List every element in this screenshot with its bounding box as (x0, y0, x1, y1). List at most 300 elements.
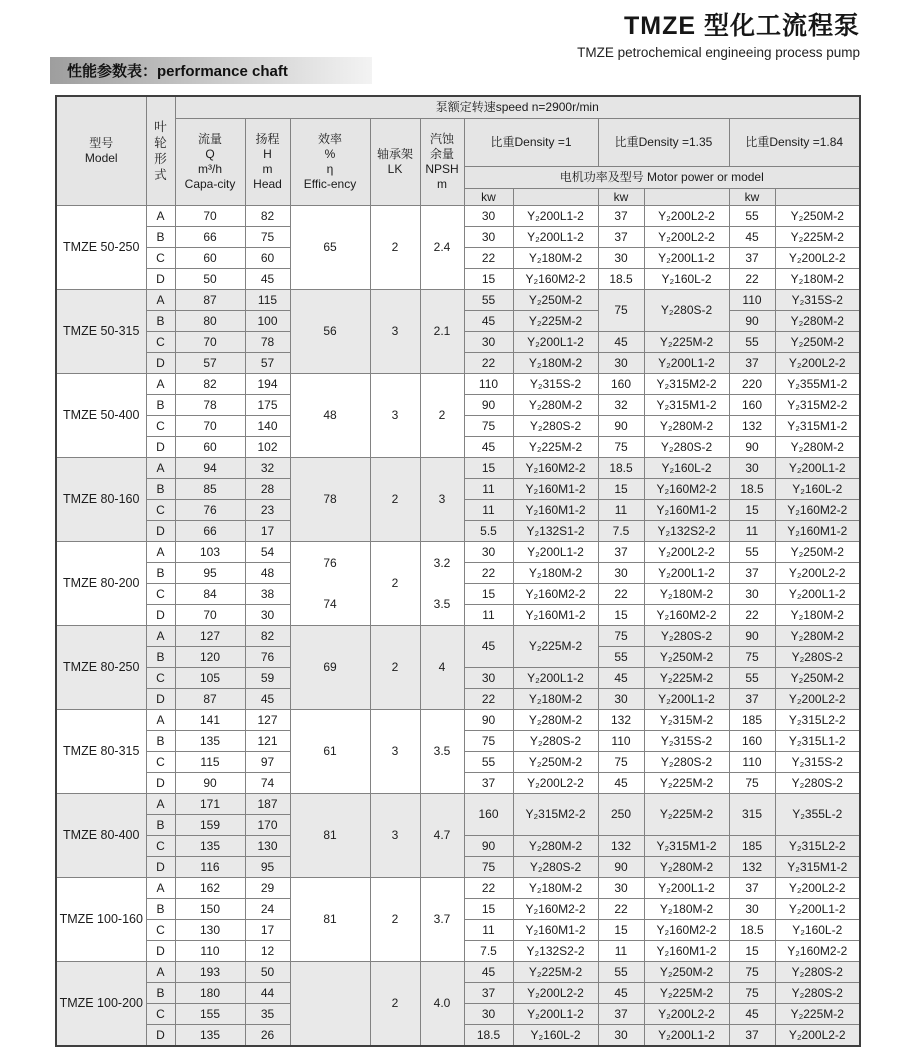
cell-capacity: 78 (175, 395, 245, 416)
cell-capacity: 95 (175, 563, 245, 584)
cell-motor-kw-1: 75 (464, 416, 513, 437)
cell-motor-model-2: Y₂225M-2 (644, 794, 729, 836)
cell-impeller-type: B (146, 395, 175, 416)
cell-motor-model-3: Y₂225M-2 (775, 1004, 860, 1025)
cell-motor-model-3: Y₂280M-2 (775, 626, 860, 647)
cell-head: 30 (245, 605, 290, 626)
header-efficiency-cn: 效率 (317, 132, 342, 146)
cell-motor-kw-2: 75 (598, 626, 644, 647)
cell-motor-kw-3: 37 (729, 878, 775, 899)
cell-motor-kw-3: 37 (729, 353, 775, 374)
cell-motor-kw-3: 45 (729, 227, 775, 248)
cell-npsh: 4 (420, 626, 464, 710)
cell-motor-kw-2: 30 (598, 1025, 644, 1047)
cell-impeller-type: A (146, 878, 175, 899)
cell-head: 29 (245, 878, 290, 899)
cell-motor-model-3: Y₂250M-2 (775, 542, 860, 563)
cell-impeller-type: D (146, 353, 175, 374)
cell-impeller-type: C (146, 248, 175, 269)
cell-motor-kw-3: 110 (729, 752, 775, 773)
cell-motor-model-3: Y₂200L2-2 (775, 878, 860, 899)
cell-motor-model-3: Y₂160L-2 (775, 479, 860, 500)
cell-motor-kw-2: 37 (598, 227, 644, 248)
cell-motor-kw-2: 55 (598, 647, 644, 668)
cell-efficiency (290, 962, 370, 1047)
cell-motor-model-1: Y₂160M1-2 (513, 500, 598, 521)
cell-efficiency: 61 (290, 710, 370, 794)
cell-motor-kw-3: 132 (729, 416, 775, 437)
cell-capacity: 115 (175, 752, 245, 773)
cell-motor-model-3: Y₂200L1-2 (775, 899, 860, 920)
cell-motor-model-1: Y₂160M1-2 (513, 479, 598, 500)
cell-impeller-type: C (146, 752, 175, 773)
cell-motor-kw-1: 30 (464, 542, 513, 563)
cell-motor-kw-3: 185 (729, 836, 775, 857)
cell-motor-kw-2: 30 (598, 248, 644, 269)
cell-motor-model-1: Y₂200L1-2 (513, 332, 598, 353)
cell-head: 127 (245, 710, 290, 731)
cell-motor-model-2: Y₂160M1-2 (644, 941, 729, 962)
cell-motor-kw-2: 45 (598, 668, 644, 689)
page-subtitle: TMZE petrochemical engineeing process pump (577, 45, 860, 60)
cell-capacity: 70 (175, 332, 245, 353)
cell-impeller-type: A (146, 458, 175, 479)
cell-motor-model-1: Y₂315M2-2 (513, 794, 598, 836)
cell-head: 45 (245, 269, 290, 290)
cell-motor-kw-3: 315 (729, 794, 775, 836)
cell-motor-kw-3: 75 (729, 647, 775, 668)
cell-motor-model-2: Y₂160L-2 (644, 269, 729, 290)
cell-bearing-bracket: 2 (370, 626, 420, 710)
cell-motor-model-2: Y₂315M-2 (644, 710, 729, 731)
cell-motor-kw-1: 110 (464, 374, 513, 395)
header-efficiency-unit: % (324, 147, 336, 161)
header-head-cn: 扬程 (255, 132, 280, 146)
cell-motor-model-3: Y₂315M2-2 (775, 395, 860, 416)
cell-model-name: TMZE 80-200 (56, 542, 146, 626)
cell-npsh: 2 (420, 374, 464, 458)
header-density-135: 比重Density =1.35 (598, 119, 729, 167)
cell-motor-model-2: Y₂200L2-2 (644, 227, 729, 248)
cell-motor-kw-3: 18.5 (729, 920, 775, 941)
header-capacity (175, 119, 245, 206)
cell-model-name: TMZE 50-315 (56, 290, 146, 374)
header-efficiency-en: Effic-ency (303, 177, 357, 191)
cell-motor-model-3: Y₂200L2-2 (775, 563, 860, 584)
cell-impeller-type: D (146, 437, 175, 458)
cell-capacity: 135 (175, 1025, 245, 1047)
cell-motor-model-3: Y₂200L2-2 (775, 1025, 860, 1047)
cell-motor-model-3: Y₂280M-2 (775, 437, 860, 458)
header-head-unit: m (262, 162, 273, 176)
cell-npsh: 3 (420, 458, 464, 542)
cell-head: 100 (245, 311, 290, 332)
header-kw-3: kw (729, 189, 775, 206)
cell-efficiency (290, 542, 370, 626)
cell-motor-model-1: Y₂280M-2 (513, 710, 598, 731)
cell-motor-kw-2: 55 (598, 962, 644, 983)
cell-head: 24 (245, 899, 290, 920)
cell-motor-model-3: Y₂200L2-2 (775, 689, 860, 710)
cell-motor-model-1: Y₂225M-2 (513, 311, 598, 332)
header-kw-2: kw (598, 189, 644, 206)
cell-impeller-type: D (146, 773, 175, 794)
cell-motor-kw-2: 160 (598, 374, 644, 395)
cell-motor-kw-2: 15 (598, 605, 644, 626)
cell-capacity: 155 (175, 1004, 245, 1025)
cell-efficiency: 78 (290, 458, 370, 542)
cell-head: 50 (245, 962, 290, 983)
cell-motor-model-3: Y₂355M1-2 (775, 374, 860, 395)
table-row (56, 206, 860, 227)
cell-motor-kw-2: 30 (598, 689, 644, 710)
cell-npsh: 4.0 (420, 962, 464, 1047)
cell-motor-model-2: Y₂315M1-2 (644, 836, 729, 857)
header-efficiency-symbol: η (326, 162, 334, 176)
cell-motor-model-2: Y₂225M-2 (644, 983, 729, 1004)
cell-bearing-bracket: 3 (370, 710, 420, 794)
cell-motor-model-1: Y₂225M-2 (513, 626, 598, 668)
cell-head: 28 (245, 479, 290, 500)
cell-motor-kw-3: 15 (729, 500, 775, 521)
cell-motor-kw-2: 250 (598, 794, 644, 836)
cell-motor-kw-2: 75 (598, 437, 644, 458)
cell-motor-kw-3: 22 (729, 269, 775, 290)
cell-head: 187 (245, 794, 290, 815)
cell-motor-kw-1: 7.5 (464, 941, 513, 962)
cell-motor-model-3: Y₂200L2-2 (775, 353, 860, 374)
cell-impeller-type: C (146, 584, 175, 605)
cell-motor-model-1: Y₂280S-2 (513, 731, 598, 752)
cell-impeller-type: B (146, 899, 175, 920)
header-head (245, 119, 290, 206)
cell-motor-model-3: Y₂280M-2 (775, 311, 860, 332)
cell-head: 44 (245, 983, 290, 1004)
cell-capacity: 171 (175, 794, 245, 815)
cell-head: 82 (245, 626, 290, 647)
cell-motor-kw-3: 75 (729, 962, 775, 983)
cell-head: 194 (245, 374, 290, 395)
cell-motor-model-2: Y₂180M-2 (644, 584, 729, 605)
cell-motor-kw-1: 22 (464, 878, 513, 899)
cell-capacity: 80 (175, 311, 245, 332)
cell-capacity: 127 (175, 626, 245, 647)
cell-model-name: TMZE 80-250 (56, 626, 146, 710)
table-row (56, 878, 860, 899)
cell-impeller-type: A (146, 542, 175, 563)
cell-motor-model-2: Y₂200L1-2 (644, 689, 729, 710)
cell-impeller-type: D (146, 689, 175, 710)
cell-impeller-type: A (146, 962, 175, 983)
cell-head: 75 (245, 227, 290, 248)
header-capacity-en: Capa-city (184, 177, 236, 191)
cell-motor-model-2: Y₂280S-2 (644, 437, 729, 458)
header-npsh-cn2: 余量 (429, 147, 454, 161)
table-row (56, 626, 860, 647)
cell-capacity: 180 (175, 983, 245, 1004)
cell-motor-kw-1: 45 (464, 437, 513, 458)
cell-efficiency-value: 76 (323, 555, 337, 570)
cell-motor-kw-1: 15 (464, 584, 513, 605)
cell-motor-kw-3: 22 (729, 605, 775, 626)
cell-motor-kw-2: 132 (598, 710, 644, 731)
header-motor-model-1 (513, 189, 598, 206)
page-header (577, 6, 860, 60)
cell-motor-kw-1: 30 (464, 332, 513, 353)
cell-head: 170 (245, 815, 290, 836)
cell-motor-kw-3: 37 (729, 248, 775, 269)
cell-motor-model-2: Y₂315M1-2 (644, 395, 729, 416)
cell-capacity: 70 (175, 416, 245, 437)
cell-npsh: 4.7 (420, 794, 464, 878)
cell-motor-model-2: Y₂200L2-2 (644, 1004, 729, 1025)
cell-motor-kw-1: 15 (464, 899, 513, 920)
cell-motor-kw-1: 22 (464, 353, 513, 374)
header-impeller-type (146, 96, 175, 206)
cell-motor-model-2: Y₂200L1-2 (644, 878, 729, 899)
header-motor-power: 电机功率及型号 Motor power or model (464, 167, 860, 189)
cell-motor-model-3: Y₂160L-2 (775, 920, 860, 941)
cell-bearing-bracket: 2 (370, 878, 420, 962)
cell-motor-kw-1: 90 (464, 710, 513, 731)
cell-motor-model-3: Y₂180M-2 (775, 605, 860, 626)
cell-motor-model-2: Y₂250M-2 (644, 962, 729, 983)
cell-motor-kw-3: 18.5 (729, 479, 775, 500)
cell-motor-kw-1: 30 (464, 1004, 513, 1025)
cell-motor-model-3: Y₂160M1-2 (775, 521, 860, 542)
cell-motor-model-1: Y₂180M-2 (513, 689, 598, 710)
cell-capacity: 159 (175, 815, 245, 836)
cell-motor-model-1: Y₂280M-2 (513, 395, 598, 416)
cell-motor-kw-2: 7.5 (598, 521, 644, 542)
cell-motor-kw-2: 90 (598, 416, 644, 437)
cell-motor-kw-2: 15 (598, 479, 644, 500)
cell-motor-model-1: Y₂225M-2 (513, 962, 598, 983)
cell-head: 17 (245, 521, 290, 542)
cell-motor-kw-2: 18.5 (598, 269, 644, 290)
cell-motor-kw-2: 75 (598, 752, 644, 773)
cell-efficiency: 56 (290, 290, 370, 374)
table-row (56, 710, 860, 731)
cell-capacity: 150 (175, 899, 245, 920)
cell-capacity: 60 (175, 437, 245, 458)
cell-motor-model-1: Y₂160M2-2 (513, 269, 598, 290)
performance-table-body (56, 206, 860, 1047)
cell-motor-kw-1: 55 (464, 290, 513, 311)
cell-motor-kw-3: 45 (729, 1004, 775, 1025)
cell-impeller-type: B (146, 647, 175, 668)
cell-motor-kw-1: 5.5 (464, 521, 513, 542)
cell-bearing-bracket: 2 (370, 458, 420, 542)
cell-motor-model-2: Y₂200L2-2 (644, 206, 729, 227)
cell-motor-kw-1: 75 (464, 731, 513, 752)
cell-motor-model-1: Y₂200L1-2 (513, 206, 598, 227)
cell-model-name: TMZE 80-160 (56, 458, 146, 542)
cell-motor-kw-1: 30 (464, 227, 513, 248)
cell-impeller-type: C (146, 332, 175, 353)
cell-capacity: 193 (175, 962, 245, 983)
cell-capacity: 87 (175, 689, 245, 710)
cell-motor-kw-3: 75 (729, 983, 775, 1004)
cell-impeller-type: C (146, 416, 175, 437)
cell-efficiency: 81 (290, 794, 370, 878)
header-head-en: Head (253, 177, 282, 191)
cell-head: 59 (245, 668, 290, 689)
cell-motor-model-1: Y₂180M-2 (513, 563, 598, 584)
cell-motor-kw-2: 22 (598, 899, 644, 920)
cell-motor-kw-1: 15 (464, 458, 513, 479)
cell-npsh-value: 3.5 (433, 596, 451, 611)
cell-motor-kw-3: 90 (729, 626, 775, 647)
cell-capacity: 141 (175, 710, 245, 731)
cell-head: 115 (245, 290, 290, 311)
cell-motor-model-2: Y₂132S2-2 (644, 521, 729, 542)
cell-npsh (420, 542, 464, 626)
cell-motor-model-1: Y₂225M-2 (513, 437, 598, 458)
cell-motor-kw-3: 55 (729, 206, 775, 227)
cell-motor-model-1: Y₂180M-2 (513, 878, 598, 899)
cell-capacity: 70 (175, 605, 245, 626)
cell-motor-model-1: Y₂200L1-2 (513, 668, 598, 689)
table-row (56, 290, 860, 311)
cell-motor-kw-1: 22 (464, 248, 513, 269)
cell-motor-kw-3: 55 (729, 668, 775, 689)
header-bearing-cn: 轴承架 (376, 147, 413, 161)
cell-motor-model-1: Y₂160L-2 (513, 1025, 598, 1047)
cell-impeller-type: C (146, 1004, 175, 1025)
cell-motor-model-1: Y₂200L1-2 (513, 227, 598, 248)
cell-capacity: 94 (175, 458, 245, 479)
cell-motor-kw-2: 30 (598, 353, 644, 374)
cell-impeller-type: C (146, 668, 175, 689)
cell-motor-kw-3: 185 (729, 710, 775, 731)
cell-impeller-type: A (146, 626, 175, 647)
cell-capacity: 50 (175, 269, 245, 290)
cell-efficiency: 69 (290, 626, 370, 710)
cell-motor-kw-3: 30 (729, 458, 775, 479)
cell-model-name: TMZE 50-400 (56, 374, 146, 458)
cell-impeller-type: B (146, 983, 175, 1004)
cell-motor-model-1: Y₂280S-2 (513, 416, 598, 437)
cell-capacity: 110 (175, 941, 245, 962)
cell-motor-model-3: Y₂160M2-2 (775, 941, 860, 962)
cell-motor-kw-1: 30 (464, 206, 513, 227)
cell-motor-kw-3: 11 (729, 521, 775, 542)
header-npsh (420, 119, 464, 206)
header-bearing-en: LK (387, 162, 403, 176)
cell-motor-model-3: Y₂200L1-2 (775, 584, 860, 605)
cell-motor-kw-3: 220 (729, 374, 775, 395)
header-density-184: 比重Density =1.84 (729, 119, 860, 167)
cell-motor-model-2: Y₂280M-2 (644, 857, 729, 878)
table-row (56, 458, 860, 479)
cell-motor-model-3: Y₂315L1-2 (775, 731, 860, 752)
cell-motor-model-1: Y₂250M-2 (513, 752, 598, 773)
cell-motor-kw-2: 37 (598, 1004, 644, 1025)
cell-impeller-type: C (146, 920, 175, 941)
cell-motor-model-1: Y₂160M2-2 (513, 458, 598, 479)
cell-motor-model-1: Y₂200L1-2 (513, 542, 598, 563)
cell-motor-model-1: Y₂180M-2 (513, 353, 598, 374)
cell-motor-kw-3: 160 (729, 395, 775, 416)
cell-motor-model-2: Y₂315S-2 (644, 731, 729, 752)
page-title: TMZE 型化工流程泵 (624, 12, 860, 40)
cell-capacity: 82 (175, 374, 245, 395)
cell-motor-model-3: Y₂180M-2 (775, 269, 860, 290)
cell-impeller-type: A (146, 374, 175, 395)
cell-impeller-type: A (146, 290, 175, 311)
cell-motor-kw-3: 75 (729, 773, 775, 794)
header-capacity-symbol: Q (205, 147, 215, 161)
cell-motor-model-2: Y₂225M-2 (644, 773, 729, 794)
cell-head: 102 (245, 437, 290, 458)
header-kw-1: kw (464, 189, 513, 206)
cell-impeller-type: B (146, 731, 175, 752)
cell-motor-model-1: Y₂280S-2 (513, 857, 598, 878)
cell-motor-model-3: Y₂200L1-2 (775, 458, 860, 479)
cell-motor-kw-3: 90 (729, 437, 775, 458)
cell-motor-model-1: Y₂160M2-2 (513, 584, 598, 605)
cell-motor-model-3: Y₂200L2-2 (775, 248, 860, 269)
header-capacity-cn: 流量 (197, 132, 222, 146)
cell-head: 57 (245, 353, 290, 374)
cell-motor-model-2: Y₂160M2-2 (644, 920, 729, 941)
cell-bearing-bracket: 2 (370, 206, 420, 290)
cell-motor-kw-1: 22 (464, 563, 513, 584)
cell-motor-kw-1: 160 (464, 794, 513, 836)
header-bearing-bracket (370, 119, 420, 206)
cell-motor-model-1: Y₂200L1-2 (513, 1004, 598, 1025)
cell-motor-kw-1: 45 (464, 962, 513, 983)
cell-impeller-type: D (146, 269, 175, 290)
cell-motor-kw-1: 45 (464, 626, 513, 668)
cell-motor-kw-2: 22 (598, 584, 644, 605)
cell-motor-kw-2: 90 (598, 857, 644, 878)
cell-head: 54 (245, 542, 290, 563)
cell-motor-kw-1: 55 (464, 752, 513, 773)
cell-motor-kw-2: 18.5 (598, 458, 644, 479)
header-rated-speed: 泵额定转速speed n=2900r/min (175, 96, 860, 119)
header-motor-model-2 (644, 189, 729, 206)
cell-motor-model-2: Y₂315M2-2 (644, 374, 729, 395)
header-npsh-en: NPSH (425, 162, 459, 176)
cell-motor-kw-2: 37 (598, 206, 644, 227)
cell-motor-model-2: Y₂250M-2 (644, 647, 729, 668)
cell-motor-kw-2: 11 (598, 500, 644, 521)
cell-motor-kw-1: 90 (464, 395, 513, 416)
cell-head: 17 (245, 920, 290, 941)
cell-model-name: TMZE 100-160 (56, 878, 146, 962)
cell-model-name: TMZE 100-200 (56, 962, 146, 1047)
cell-motor-model-2: Y₂160M2-2 (644, 479, 729, 500)
cell-head: 121 (245, 731, 290, 752)
cell-motor-kw-3: 30 (729, 899, 775, 920)
cell-bearing-bracket: 2 (370, 542, 420, 626)
cell-motor-model-3: Y₂225M-2 (775, 227, 860, 248)
cell-motor-model-1: Y₂280M-2 (513, 836, 598, 857)
cell-motor-kw-2: 45 (598, 773, 644, 794)
cell-impeller-type: D (146, 605, 175, 626)
cell-capacity: 103 (175, 542, 245, 563)
section-label-text: 性能参数表：performance chaft (67, 63, 288, 80)
cell-model-name: TMZE 50-250 (56, 206, 146, 290)
cell-head: 45 (245, 689, 290, 710)
cell-motor-kw-2: 37 (598, 542, 644, 563)
cell-npsh: 3.5 (420, 710, 464, 794)
header-model-en: Model (84, 151, 118, 165)
cell-motor-model-2: Y₂200L2-2 (644, 542, 729, 563)
cell-motor-kw-1: 75 (464, 857, 513, 878)
